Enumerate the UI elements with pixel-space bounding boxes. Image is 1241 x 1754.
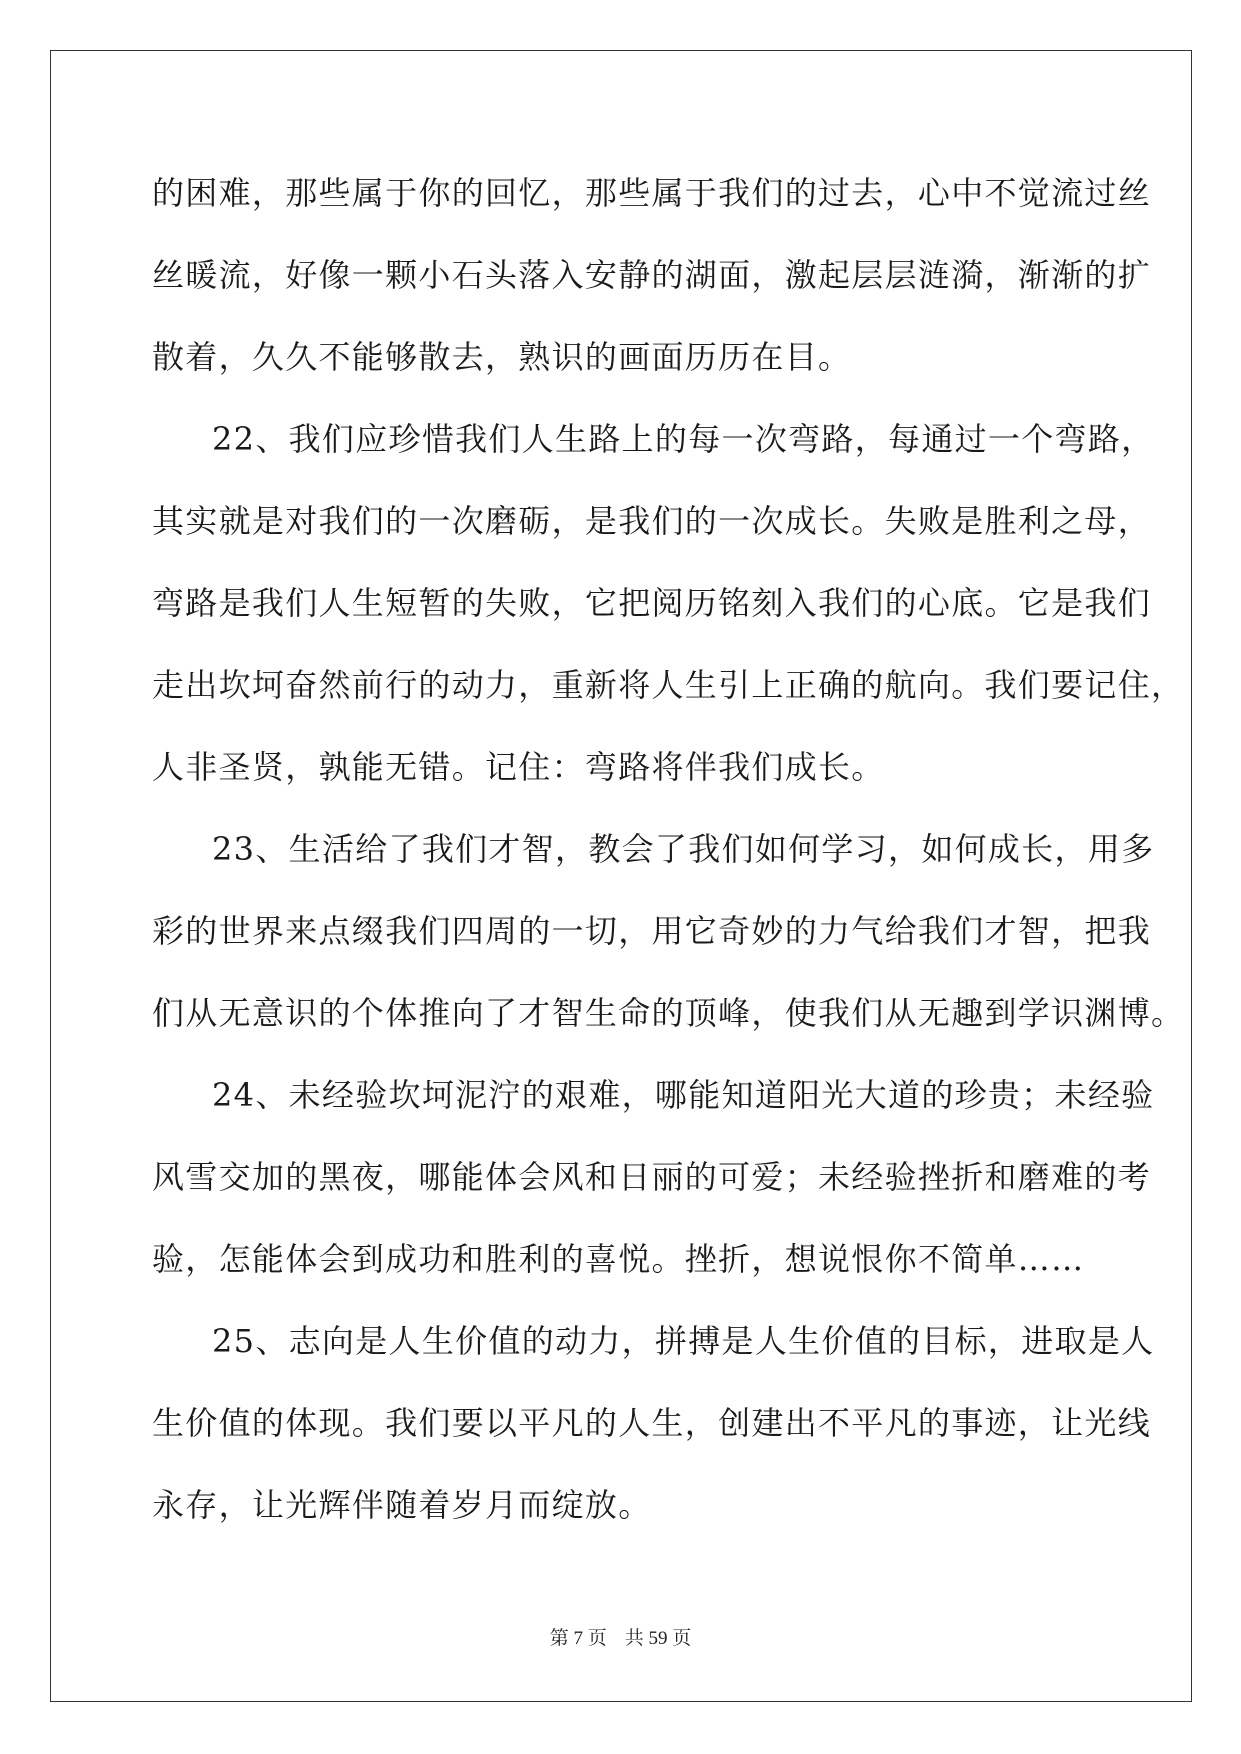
- text-line: 的困难，那些属于你的回忆，那些属于我们的过去，心中不觉流过丝: [152, 174, 1152, 212]
- text-line: 丝暖流，好像一颗小石头落入安静的湖面，激起层层涟漪，渐渐的扩: [152, 256, 1152, 294]
- text-line: 们从无意识的个体推向了才智生命的顶峰，使我们从无趣到学识渊博。: [152, 994, 1185, 1032]
- text-line: 验，怎能体会到成功和胜利的喜悦。挫折，想说恨你不简单……: [152, 1240, 1085, 1278]
- text-line: 彩的世界来点缀我们四周的一切，用它奇妙的力气给我们才智，把我: [152, 912, 1152, 950]
- paragraph-25-start: 25、志向是人生价值的动力，拼搏是人生价值的目标，进取是人: [212, 1322, 1155, 1360]
- paragraph-23-start: 23、生活给了我们才智，教会了我们如何学习，如何成长，用多: [212, 830, 1155, 868]
- text-line: 人非圣贤，孰能无错。记住：弯路将伴我们成长。: [152, 748, 885, 786]
- page-footer: [0, 1623, 1241, 1650]
- text-line: 永存，让光辉伴随着岁月而绽放。: [152, 1486, 652, 1524]
- paragraph-24-start: 24、未经验坎坷泥泞的艰难，哪能知道阳光大道的珍贵；未经验: [212, 1076, 1155, 1114]
- page-total: 共 59 页: [624, 1628, 692, 1649]
- text-line: 风雪交加的黑夜，哪能体会风和日丽的可爱；未经验挫折和磨难的考: [152, 1158, 1152, 1196]
- document-body: [152, 152, 1185, 1546]
- text-line: 其实就是对我们的一次磨砺，是我们的一次成长。失败是胜利之母，: [152, 502, 1152, 540]
- page-number: 第 7 页: [549, 1628, 607, 1649]
- text-line: 走出坎坷奋然前行的动力，重新将人生引上正确的航向。我们要记住，: [152, 666, 1185, 704]
- text-line: 生价值的体现。我们要以平凡的人生，创建出不平凡的事迹，让光线: [152, 1404, 1152, 1442]
- text-line: 弯路是我们人生短暂的失败，它把阅历铭刻入我们的心底。它是我们: [152, 584, 1152, 622]
- text-line: 散着，久久不能够散去，熟识的画面历历在目。: [152, 338, 852, 376]
- paragraph-22-start: 22、我们应珍惜我们人生路上的每一次弯路，每通过一个弯路，: [212, 420, 1155, 458]
